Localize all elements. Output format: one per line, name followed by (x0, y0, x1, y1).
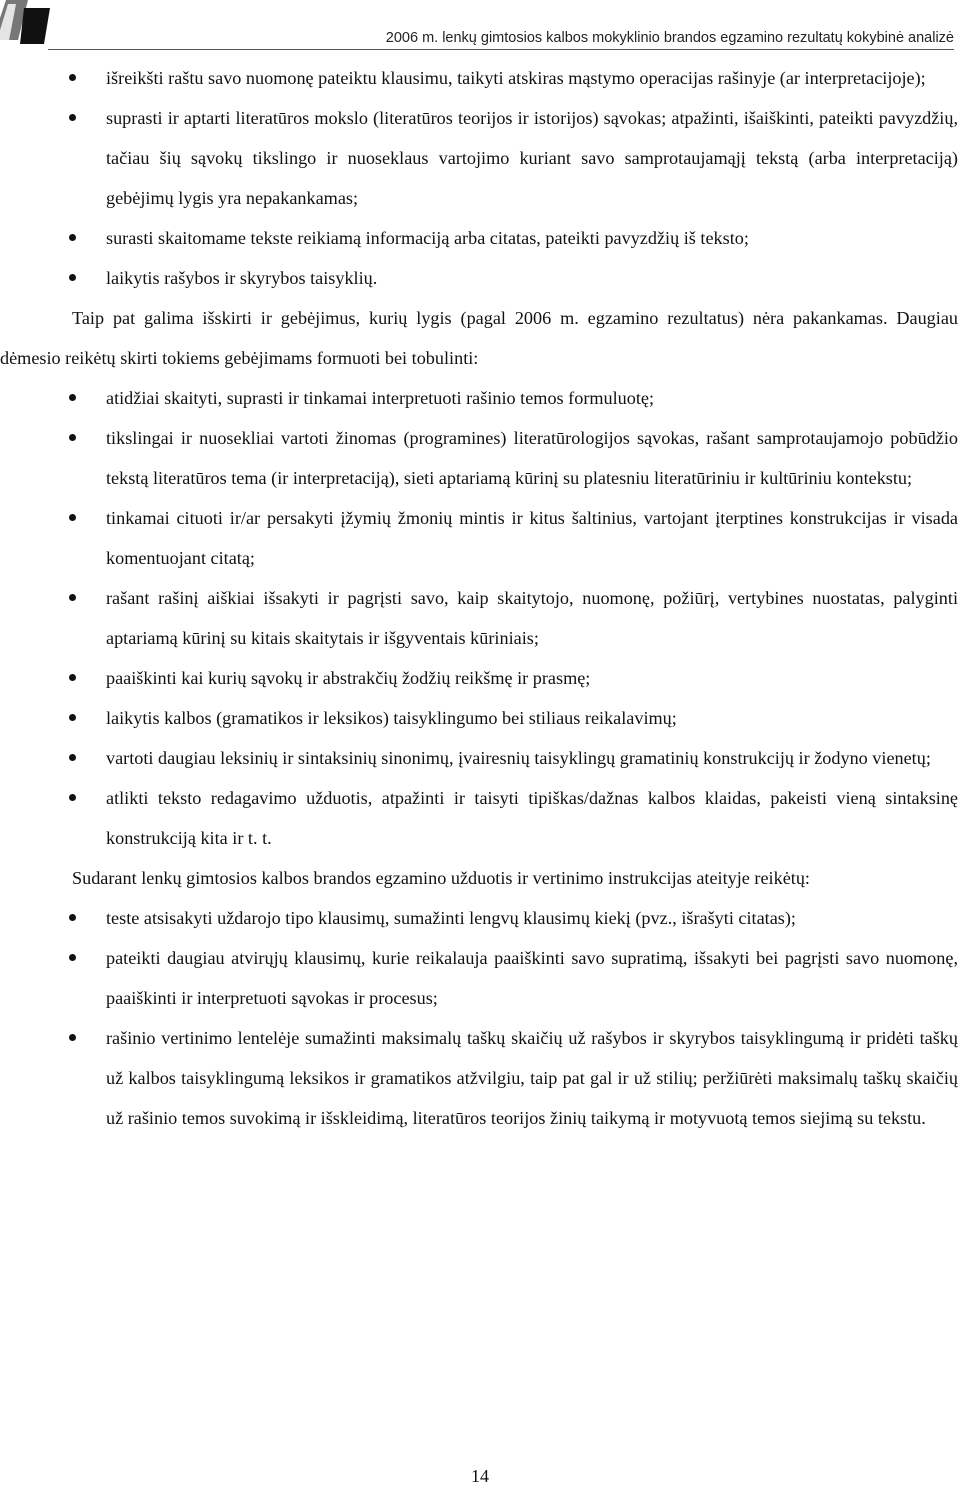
list-item: laikytis rašybos ir skyrybos taisyklių. (0, 258, 958, 298)
page-header (0, 0, 960, 60)
list-item: paaiškinti kai kurių sąvokų ir abstrakčių žodžių reikšmę ir prasmę; (0, 658, 958, 698)
paragraph-recommendations: Sudarant lenkų gimtosios kalbos brandos egzamino užduotis ir vertinimo instrukcijas ateityje reikėtų: (72, 868, 810, 888)
list-item: suprasti ir aptarti literatūros mokslo (literatūros teorijos ir istorijos) sąvokas; atpažinti, išaiškinti, pateikti pavyzdžių, tačiau šių sąvokų tikslingo ir nuoseklaus vartojimo kuriant savo samprotaujamąjį tekstą (arba interpretaciją) gebėjimų lygis yra nepakankamas; (0, 98, 958, 218)
list-item: išreikšti raštu savo nuomonę pateiktu klausimu, taikyti atskiras mąstymo operacijas rašinyje (ar interpretacijoje); (0, 58, 958, 98)
paragraph-insufficient-abilities: Taip pat galima išskirti ir gebėjimus, kurių lygis (pagal 2006 m. egzamino rezultatus) nėra pakankamas. Daugiau dėmesio reikėtų skirti tokiems gebėjimams formuoti bei tobulinti: (0, 308, 958, 368)
list-item: rašinio vertinimo lentelėje sumažinti maksimalų taškų skaičių už rašybos ir skyrybos taisyklingumą ir pridėti taškų už kalbos taisyklingumą leksikos ir gramatikos atžvilgiu, taip pat gal ir už stilių; peržiūrėti maksimalų taškų skaičių už rašinio temos suvokimą ir išskleidimą, literatūros teorijos žinių taikymą ir motyvuotą temos siejimą su tekstu. (0, 1018, 958, 1138)
list-item: tikslingai ir nuosekliai vartoti žinomas (programines) literatūrologijos sąvokas, rašant samprotaujamojo pobūdžio tekstą literatūros tema (ir interpretaciją), sieti aptariamą kūrinį su platesniu literatūriniu ir kultūriniu kontekstu; (0, 418, 958, 498)
header-title: 2006 m. lenkų gimtosios kalbos mokyklinio brandos egzamino rezultatų kokybinė analizė (385, 30, 954, 46)
header-divider (48, 49, 954, 50)
list-item: teste atsisakyti uždarojo tipo klausimų, sumažinti lengvų klausimų kiekį (pvz., išrašyti citatas); (0, 898, 958, 938)
page-number: 14 (471, 1466, 489, 1486)
list-item: atidžiai skaityti, suprasti ir tinkamai interpretuoti rašinio temos formuluotę; (0, 378, 958, 418)
ability-list (0, 58, 958, 298)
recommendation-list (0, 898, 958, 1138)
improvement-list (0, 378, 958, 858)
list-item: rašant rašinį aiškiai išsakyti ir pagrįsti savo, kaip skaitytojo, nuomonę, požiūrį, vertybines nuostatas, palyginti aptariamą kūrinį su kitais skaitytais ir išgyventais kūriniais; (0, 578, 958, 658)
list-item: atlikti teksto redagavimo užduotis, atpažinti ir taisyti tipiškas/dažnas kalbos klaidas, pakeisti vieną sintaksinę konstrukciją kita ir t. t. (0, 778, 958, 858)
list-item: pateikti daugiau atvirųjų klausimų, kurie reikalauja paaiškinti savo supratimą, išsakyti bei pagrįsti savo nuomonę, paaiškinti ir interpretuoti sąvokas ir procesus; (0, 938, 958, 1018)
publisher-logo-icon (0, 0, 56, 60)
list-item: vartoti daugiau leksinių ir sintaksinių sinonimų, įvairesnių taisyklingų gramatinių konstrukcijų ir žodyno vienetų; (0, 738, 958, 778)
list-item: tinkamai cituoti ir/ar persakyti įžymių žmonių mintis ir kitus šaltinius, vartojant įterptines konstrukcijas ir visada komentuojant citatą; (0, 498, 958, 578)
list-item: surasti skaitomame tekste reikiamą informaciją arba citatas, pateikti pavyzdžių iš teksto; (0, 218, 958, 258)
list-item: laikytis kalbos (gramatikos ir leksikos) taisyklingumo bei stiliaus reikalavimų; (0, 698, 958, 738)
page-body (0, 58, 958, 1138)
